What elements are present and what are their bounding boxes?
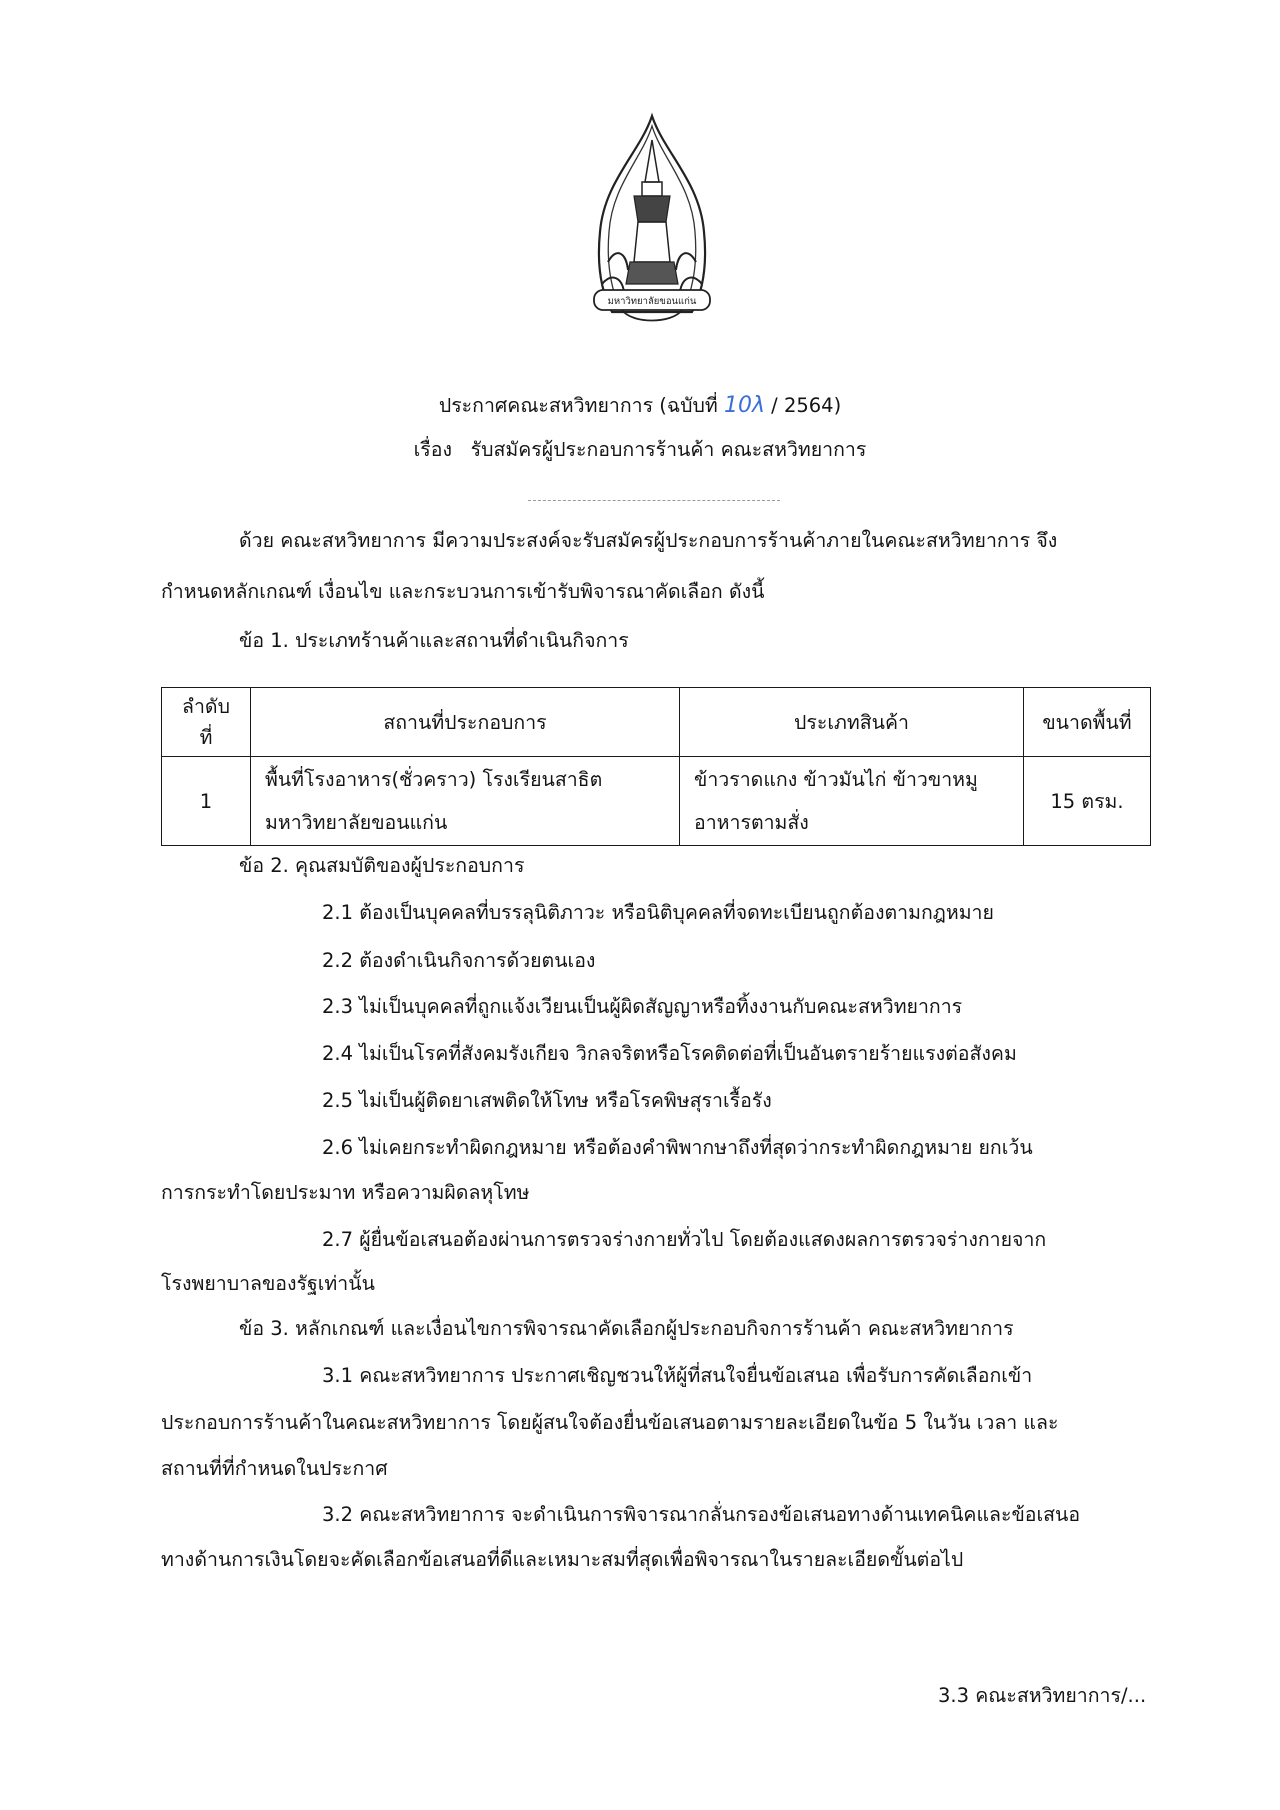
university-seal-logo	[582, 112, 722, 337]
cell-location-line-1: พื้นที่โรงอาหาร(ชั่วคราว) โรงเรียนสาธิต	[265, 768, 603, 791]
qualification-item-2-6-line-1: 2.6 ไม่เคยกระทำผิดกฎหมาย หรือต้องคำพิพากษาถึงที่สุดว่ากระทำผิดกฎหมาย ยกเว้น	[322, 1136, 1033, 1159]
qualification-item: 2.2 ต้องดำเนินกิจการด้วยตนเอง	[322, 949, 596, 972]
intro-line-1: ด้วย คณะสหวิทยาการ มีความประสงค์จะรับสมัครผู้ประกอบการร้านค้าภายในคณะสหวิทยาการ จึง	[239, 529, 1058, 552]
section-1-heading: ข้อ 1. ประเภทร้านค้าและสถานที่ดำเนินกิจการ	[239, 629, 629, 652]
section-2-heading: ข้อ 2. คุณสมบัติของผู้ประกอบการ	[239, 854, 525, 877]
cell-goods-line-1: ข้าวราดแกง ข้าวมันไก่ ข้าวขาหมู	[694, 768, 978, 791]
column-header-goods: ประเภทสินค้า	[680, 688, 1024, 757]
criteria-item-3-2-line-2: ทางด้านการเงินโดยจะคัดเลือกข้อเสนอที่ดีและเหมาะสมที่สุดเพื่อพิจารณาในรายละเอียดขั้นต่อไป	[161, 1548, 964, 1571]
subject-label: เรื่อง	[413, 438, 453, 461]
table-row	[162, 757, 1151, 846]
svg-text:มหาวิทยาลัยขอนแก่น: มหาวิทยาลัยขอนแก่น	[607, 296, 697, 307]
cell-area: 15 ตรม.	[1024, 757, 1151, 846]
column-header-location: สถานที่ประกอบการ	[251, 688, 680, 757]
subject-text: รับสมัครผู้ประกอบการร้านค้า คณะสหวิทยาการ	[470, 438, 867, 461]
cell-location	[251, 757, 680, 846]
criteria-item-3-1-line-1: 3.1 คณะสหวิทยาการ ประกาศเชิญชวนให้ผู้ที่สนใจยื่นข้อเสนอ เพื่อรับการคัดเลือกเข้า	[322, 1364, 1033, 1387]
table-header-row	[162, 688, 1151, 757]
qualification-item-2-7-line-1: 2.7 ผู้ยื่นข้อเสนอต้องผ่านการตรวจร่างกายทั่วไป โดยต้องแสดงผลการตรวจร่างกายจาก	[322, 1228, 1047, 1251]
qualification-item-2-6-line-2: การกระทำโดยประมาท หรือความผิดลหุโทษ	[161, 1181, 530, 1204]
criteria-item-3-2-line-1: 3.2 คณะสหวิทยาการ จะดำเนินการพิจารณากลั่นกรองข้อเสนอทางด้านเทคนิคและข้อเสนอ	[322, 1503, 1081, 1526]
title-divider	[528, 500, 780, 501]
cell-no: 1	[162, 757, 251, 846]
qualification-item: 2.5 ไม่เป็นผู้ติดยาเสพติดให้โทษ หรือโรคพิษสุราเรื้อรัง	[322, 1089, 772, 1112]
announcement-number: 10λ	[723, 393, 765, 418]
cell-goods-line-2: อาหารตามสั่ง	[694, 811, 809, 834]
intro-line-2: กำหนดหลักเกณฑ์ เงื่อนไข และกระบวนการเข้ารับพิจารณาคัดเลือก ดังนี้	[161, 580, 765, 603]
criteria-item-3-1-line-3: สถานที่ที่กำหนดในประกาศ	[161, 1457, 388, 1480]
qualification-item: 2.1 ต้องเป็นบุคคลที่บรรลุนิติภาวะ หรือนิติบุคคลที่จดทะเบียนถูกต้องตามกฎหมาย	[322, 901, 994, 924]
column-header-area: ขนาดพื้นที่	[1024, 688, 1151, 757]
column-header-no: ลำดับที่	[162, 688, 251, 757]
qualification-item: 2.3 ไม่เป็นบุคคลที่ถูกแจ้งเวียนเป็นผู้ผิดสัญญาหรือทิ้งงานกับคณะสหวิทยาการ	[322, 995, 963, 1018]
continuation-note: 3.3 คณะสหวิทยาการ/...	[938, 1684, 1147, 1707]
shop-table	[161, 687, 1151, 846]
criteria-item-3-1-line-2: ประกอบการร้านค้าในคณะสหวิทยาการ โดยผู้สนใจต้องยื่นข้อเสนอตามรายละเอียดในข้อ 5 ในวัน เวลา และ	[161, 1411, 1059, 1434]
cell-goods	[680, 757, 1024, 846]
announcement-prefix: ประกาศคณะสหวิทยาการ (ฉบับที่	[438, 394, 718, 417]
subject-line	[0, 437, 1280, 462]
qualification-item-2-7-line-2: โรงพยาบาลของรัฐเท่านั้น	[161, 1272, 375, 1295]
announcement-title	[0, 392, 1280, 421]
cell-location-line-2: มหาวิทยาลัยขอนแก่น	[265, 811, 448, 834]
announcement-suffix: / 2564)	[771, 394, 842, 417]
section-3-heading: ข้อ 3. หลักเกณฑ์ และเงื่อนไขการพิจารณาคัดเลือกผู้ประกอบกิจการร้านค้า คณะสหวิทยาการ	[239, 1317, 1014, 1340]
qualification-item: 2.4 ไม่เป็นโรคที่สังคมรังเกียจ วิกลจริตหรือโรคติดต่อที่เป็นอันตรายร้ายแรงต่อสังคม	[322, 1042, 1017, 1065]
